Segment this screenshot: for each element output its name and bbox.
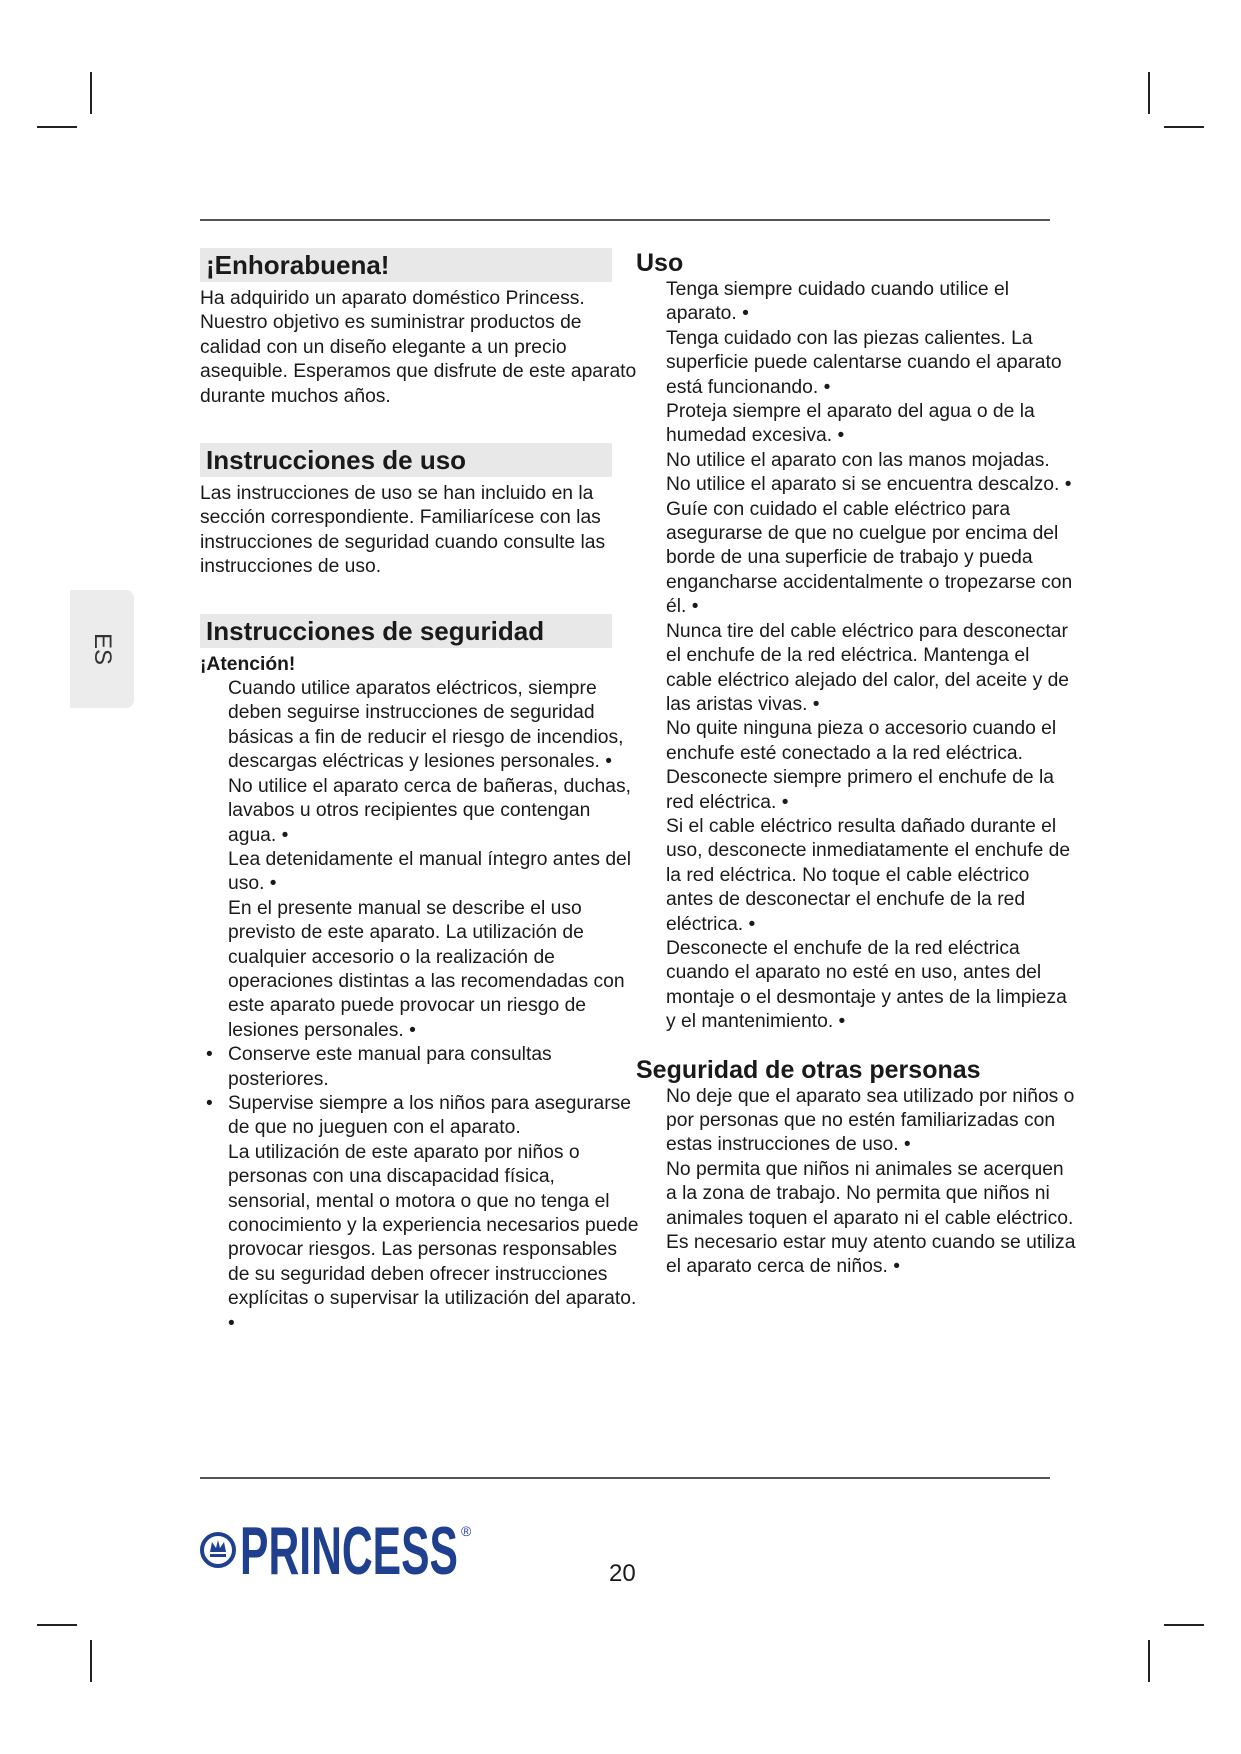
list-item: • Supervise siempre a los niños para asegurarse de que no jueguen con el aparato. xyxy=(206,1092,631,1139)
brand-name: PRINCESS xyxy=(240,1513,458,1584)
congrats-heading: ¡Enhorabuena! xyxy=(200,248,612,282)
list-item-text: No permita que niños ni animales se acerquen a la zona de trabajo. No permita que niños ni animales toquen el aparato ni el cable eléctrico. Es necesario estar muy atento cuando se utiliza el aparato cerca de niños. xyxy=(666,1158,1076,1278)
list-item-text: No utilice el aparato con las manos mojadas. No utilice el aparato si se encuentra descalzo. xyxy=(666,449,1060,496)
crown-emblem-icon xyxy=(202,1534,234,1566)
list-item: No utilice el aparato con las manos mojadas. No utilice el aparato si se encuentra descalzo. • xyxy=(666,449,1072,496)
list-item-text: Supervise siempre a los niños para asegurarse de que no jueguen con el aparato. xyxy=(228,1092,631,1139)
safety-list xyxy=(200,677,640,1336)
list-item-text: Tenga cuidado con las piezas calientes. La superficie puede calentarse cuando el aparato está funcionando. xyxy=(666,327,1062,398)
safety-heading: Instrucciones de seguridad xyxy=(200,614,612,648)
crop-mark xyxy=(1164,126,1204,128)
list-item-text: Cuando utilice aparatos eléctricos, siempre deben seguirse instrucciones de seguridad básicas a fin de reducir el riesgo de incendios, descargas eléctricas y lesiones personales. xyxy=(228,678,624,773)
attention-label: ¡Atención! xyxy=(200,653,296,675)
list-item: Guíe con cuidado el cable eléctrico para asegurarse de que no cuelgue por encima del borde de una superficie de trabajo y pueda engancharse accidentalmente o tropezarse con él. • xyxy=(666,498,1073,618)
list-item: Nunca tire del cable eléctrico para desconectar el enchufe de la red eléctrica. Mantenga el cable eléctrico alejado del calor, del aceite y de las aristas vivas. • xyxy=(666,620,1070,715)
list-item: No permita que niños ni animales se acerquen a la zona de trabajo. No permita que niños ni animales toquen el aparato ni el cable eléctrico. Es necesario estar muy atento cuando se utiliza el aparato cerca de niños. • xyxy=(666,1158,1076,1278)
list-item: Si el cable eléctrico resulta dañado durante el uso, desconecte inmediatamente el enchufe de la red eléctrica. No toque el cable eléctrico antes de desconectar el enchufe de la red eléctrica. • xyxy=(666,815,1071,935)
congrats-text: Ha adquirido un aparato doméstico Princess. Nuestro objetivo es suministrar productos de calidad con un diseño elegante a un precio asequible. Esperamos que disfrute de este aparato durante muchos años. xyxy=(200,288,637,407)
list-item: Desconecte el enchufe de la red eléctrica cuando el aparato no esté en uso, antes del montaje o el desmontaje y antes de la limpieza y el mantenimiento. • xyxy=(666,937,1067,1033)
list-item-text: Nunca tire del cable eléctrico para desconectar el enchufe de la red eléctrica. Mantenga el cable eléctrico alejado del calor, del aceite y de las aristas vivas. xyxy=(666,620,1070,715)
list-item: La utilización de este aparato por niños o personas con una discapacidad física, sensorial, mental o motora o que no tenga el conocimiento y la experiencia necesarios puede provocar riesgos. Las personas responsables de su seguridad deben ofrecer instrucciones explícitas o supervisar la utilización del aparato. • xyxy=(228,1141,639,1334)
list-item-text: La utilización de este aparato por niños o personas con una discapacidad física, sensorial, mental o motora o que no tenga el conocimiento y la experiencia necesarios puede provocar riesgos. Las personas responsables de su seguridad deben ofrecer instrucciones explícitas o supervisar la utilización del aparato. xyxy=(228,1141,639,1310)
list-item: Tenga cuidado con las piezas calientes. La superficie puede calentarse cuando el aparato está funcionando. • xyxy=(666,327,1062,398)
right-column xyxy=(636,248,1076,1280)
list-item: No deje que el aparato sea utilizado por niños o por personas que no estén familiarizadas con estas instrucciones de uso. • xyxy=(666,1085,1075,1156)
left-column xyxy=(200,248,640,1336)
list-item: Lea detenidamente el manual íntegro antes del uso. • xyxy=(228,848,632,895)
crop-mark xyxy=(1148,1640,1150,1682)
registered-mark: ® xyxy=(461,1523,472,1539)
use-list xyxy=(636,278,1076,1035)
top-rule xyxy=(200,219,1050,221)
usage-instructions-heading: Instrucciones de uso xyxy=(200,443,612,477)
list-item-text: Proteja siempre el aparato del agua o de la humedad excesiva. xyxy=(666,401,1035,447)
language-tab xyxy=(70,590,134,708)
list-item: Proteja siempre el aparato del agua o de la humedad excesiva. • xyxy=(666,401,1035,447)
page-number: 20 xyxy=(609,1560,636,1587)
list-item-text: No quite ninguna pieza o accesorio cuando el enchufe esté conectado a la red eléctrica. Desconecte siempre primero el enchufe de la red eléctrica. xyxy=(666,718,1057,813)
others-safety-heading: Seguridad de otras personas xyxy=(636,1055,981,1084)
list-item-text: Tenga siempre cuidado cuando utilice el aparato. xyxy=(666,279,1009,325)
list-item: No utilice el aparato cerca de bañeras, duchas, lavabos u otros recipientes que contengan agua. • xyxy=(228,775,632,846)
list-item: Tenga siempre cuidado cuando utilice el aparato. • xyxy=(666,279,1009,325)
crop-mark xyxy=(1164,1624,1204,1626)
crop-mark xyxy=(90,1640,92,1682)
list-item-text: Lea detenidamente el manual íntegro antes del uso. xyxy=(228,848,632,895)
list-item-text: Conserve este manual para consultas posteriores. xyxy=(228,1044,552,1090)
crop-mark xyxy=(1148,72,1150,114)
usage-instructions-text: Las instrucciones de uso se han incluido en la sección correspondiente. Familiarícese con las instrucciones de seguridad cuando consulte las instrucciones de uso. xyxy=(200,483,606,578)
list-item-text: No deje que el aparato sea utilizado por niños o por personas que no estén familiarizadas con estas instrucciones de uso. xyxy=(666,1085,1075,1156)
crop-mark xyxy=(37,1624,77,1626)
list-item-text: Guíe con cuidado el cable eléctrico para asegurarse de que no cuelgue por encima del borde de una superficie de trabajo y pueda engancharse accidentalmente o tropezarse con él. xyxy=(666,498,1073,618)
bottom-rule xyxy=(200,1477,1050,1479)
crop-mark xyxy=(37,126,77,128)
list-item: • Conserve este manual para consultas posteriores. xyxy=(206,1044,552,1090)
crop-mark xyxy=(90,72,92,114)
list-item-text: No utilice el aparato cerca de bañeras, duchas, lavabos u otros recipientes que contengan agua. xyxy=(228,775,632,846)
princess-logo xyxy=(196,1512,476,1584)
list-item-text: En el presente manual se describe el uso previsto de este aparato. La utilización de cualquier accesorio o la realización de operaciones distintas a las recomendadas con este aparato puede provocar un riesgo de lesiones personales. xyxy=(228,897,625,1041)
others-safety-list xyxy=(636,1085,1076,1280)
list-item: Cuando utilice aparatos eléctricos, siempre deben seguirse instrucciones de seguridad básicas a fin de reducir el riesgo de incendios, descargas eléctricas y lesiones personales. • xyxy=(228,678,624,773)
list-item-text: Si el cable eléctrico resulta dañado durante el uso, desconecte inmediatamente el enchufe de la red eléctrica. No toque el cable eléctrico antes de desconectar el enchufe de la red eléctrica. xyxy=(666,815,1071,935)
list-item: No quite ninguna pieza o accesorio cuando el enchufe esté conectado a la red eléctrica. Desconecte siempre primero el enchufe de la red eléctrica. • xyxy=(666,718,1057,813)
language-tab-label: ES xyxy=(88,632,116,666)
list-item: En el presente manual se describe el uso previsto de este aparato. La utilización de cualquier accesorio o la realización de operaciones distintas a las recomendadas con este aparato puede provocar un riesgo de lesiones personales. • xyxy=(228,897,625,1041)
list-item-text: Desconecte el enchufe de la red eléctrica cuando el aparato no esté en uso, antes del montaje o el desmontaje y antes de la limpieza y el mantenimiento. xyxy=(666,937,1067,1033)
use-heading: Uso xyxy=(636,249,684,277)
